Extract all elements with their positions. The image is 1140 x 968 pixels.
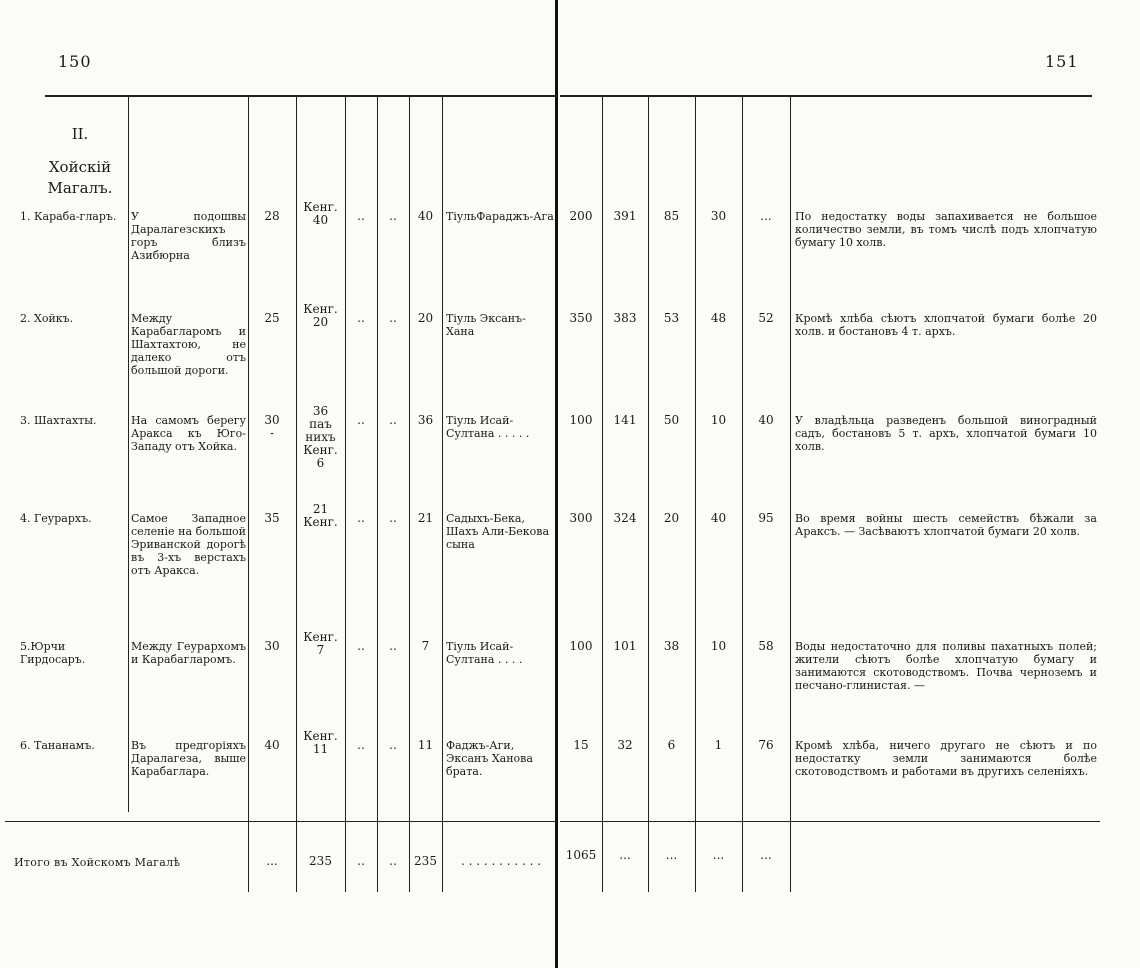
value-c1: 30 - [264, 413, 280, 440]
village-location: Между Геурархомъ и Карабагларомъ. [131, 640, 246, 666]
remark-text: У владѣльца разведенъ большой виноградный садъ, бостановъ 5 т. архъ, хлопчатой бумаги 10 холв. [795, 414, 1097, 453]
village-location: У подошвы Даралагезскихъ горъ близъ Азибюрна [131, 210, 246, 262]
value-c3: .. [357, 639, 365, 653]
total-r4: ... [712, 848, 725, 862]
value-c1: 30 [264, 639, 280, 653]
value-r4: 10 [710, 413, 727, 427]
remark-text: По недостатку воды запахивается не большое количество земли, въ томъ числѣ подъ хлопчатую бумагу 10 холв. [795, 210, 1097, 249]
value-r5: 52 [758, 311, 774, 325]
value-c2: Кенг. 7 [303, 630, 338, 657]
section-title-line1: Хойскій [48, 158, 112, 176]
value-r1: 200 [569, 209, 593, 223]
value-r5: ... [760, 209, 772, 223]
total-rule-left [5, 821, 555, 822]
section-title-line2: Магалъ. [47, 179, 113, 197]
total-r5: ... [760, 848, 772, 862]
owner-name: Тіуль Эксанъ-Хана [446, 312, 526, 338]
total-r2: ... [619, 848, 631, 862]
column-rule [790, 97, 791, 892]
village-location: Самое Западное селеніе на большой Эриванской дорогѣ въ 3-хъ верстахъ отъ Аракса. [131, 512, 246, 577]
owner-name: Фаджъ-Аги, Эксанъ Ханова брата. [446, 739, 533, 778]
value-c5: 11 [417, 738, 434, 752]
value-r4: 1 [714, 738, 723, 752]
book-gutter [555, 0, 558, 968]
value-r4: 10 [710, 639, 727, 653]
total-c5: 235 [414, 854, 437, 868]
village-name: 3. Шахтахты. [20, 414, 97, 427]
value-c5: 7 [421, 639, 430, 653]
value-r2: 101 [613, 639, 637, 653]
column-rule [442, 97, 443, 892]
total-owner: . . . . . . . . . . . [460, 854, 542, 868]
value-c1: 40 [264, 738, 280, 752]
value-r4: 48 [710, 311, 727, 325]
village-name: 6. Тананамъ. [20, 739, 95, 752]
value-r1: 300 [569, 511, 593, 525]
value-r2: 324 [613, 511, 637, 525]
value-c4: .. [389, 413, 397, 427]
value-c3: .. [357, 738, 365, 752]
remark-text: Во время войны шесть семействъ бѣжали за Араксъ. — Засѣваютъ хлопчатой бумаги 20 холв. [795, 512, 1097, 538]
value-c4: .. [389, 209, 397, 223]
value-c4: .. [389, 639, 397, 653]
value-r5: 76 [758, 738, 774, 752]
village-name: 5.Юрчи Гирдосаръ. [20, 640, 86, 666]
value-r1: 350 [569, 311, 593, 325]
value-r4: 40 [710, 511, 727, 525]
value-c5: 40 [417, 209, 434, 223]
village-location: Между Карабагларомъ и Шахтахтою, не далеко отъ большой дороги. [131, 312, 246, 377]
village-name: 4. Геурархъ. [20, 512, 92, 525]
total-r3: ... [665, 848, 678, 862]
value-c4: .. [389, 311, 397, 325]
value-c3: .. [357, 511, 365, 525]
value-r3: 53 [663, 311, 680, 325]
owner-name: Тіуль Исай-Султана . . . . . [446, 414, 530, 440]
value-r3: 20 [663, 511, 680, 525]
value-r2: 141 [613, 413, 637, 427]
value-r1: 15 [573, 738, 589, 752]
value-r3: 6 [667, 738, 676, 752]
value-c1: 25 [264, 311, 280, 325]
village-name: 1. Караба-гларъ. [20, 210, 117, 223]
value-c2: 21 Кенг. [303, 502, 338, 529]
left-page-number: 150 [58, 52, 92, 71]
value-c2: Кенг. 20 [303, 302, 338, 329]
value-r2: 32 [617, 738, 633, 752]
value-c5: 21 [417, 511, 434, 525]
column-rule [128, 97, 129, 812]
value-c4: .. [389, 738, 397, 752]
section-number: II. [71, 125, 89, 143]
value-r5: 95 [758, 511, 774, 525]
value-c1: 35 [264, 511, 280, 525]
value-r1: 100 [569, 639, 593, 653]
value-c3: .. [357, 311, 365, 325]
top-rule-left [45, 95, 555, 97]
value-r3: 38 [663, 639, 680, 653]
value-r2: 391 [613, 209, 637, 223]
total-r1: 1065 [565, 848, 597, 862]
right-page-number: 151 [1045, 52, 1079, 71]
value-c3: .. [357, 209, 365, 223]
value-c2: 36 паъ нихъ Кенг. 6 [303, 404, 338, 470]
remark-text: Кромѣ хлѣба сѣютъ хлопчатой бумаги болѣе 20 холв. и бостановъ 4 т. архъ. [795, 312, 1097, 338]
value-c1: 28 [264, 209, 280, 223]
value-c4: .. [389, 511, 397, 525]
value-r5: 58 [758, 639, 774, 653]
village-name: 2. Хойкъ. [20, 312, 74, 325]
village-location: Въ предгоріяхъ Даралагеза, выше Карабаглара. [131, 739, 246, 778]
total-c1: ... [266, 854, 278, 868]
village-location: На самомъ берегу Аракса къ Юго-Западу отъ Хойка. [131, 414, 246, 453]
value-c2: Кенг. 40 [303, 200, 338, 227]
value-r4: 30 [710, 209, 727, 223]
total-c4: .. [389, 854, 397, 868]
total-rule-right [560, 821, 1100, 822]
value-c3: .. [357, 413, 365, 427]
owner-name: Садыхъ-Бека, Шахъ Али-Бекова сына [446, 512, 550, 551]
total-label: Итого въ Хойскомъ Магалѣ [14, 856, 181, 869]
value-r3: 85 [663, 209, 680, 223]
value-c2: Кенг. 11 [303, 729, 338, 756]
value-r2: 383 [613, 311, 637, 325]
owner-name: Тіуль Исай-Султана . . . . [446, 640, 523, 666]
remark-text: Воды недостаточно для поливы пахатныхъ полей; жители сѣютъ болѣе хлопчатую бумагу и занимаются скотоводствомъ. Почва черноземъ и песчано-глинистая. — [795, 640, 1097, 692]
value-r3: 50 [663, 413, 680, 427]
value-c5: 20 [417, 311, 434, 325]
total-c3: .. [357, 854, 365, 868]
owner-name: ТіульФараджъ-Ага [446, 210, 554, 223]
remark-text: Кромѣ хлѣба, ничего другаго не сѣютъ и по недостатку земли занимаются болѣе скотоводствомъ и работами въ другихъ селеніяхъ. [795, 739, 1097, 778]
value-r5: 40 [758, 413, 774, 427]
total-c2: 235 [309, 854, 332, 868]
value-c5: 36 [417, 413, 434, 427]
value-r1: 100 [569, 413, 593, 427]
top-rule-right [560, 95, 1092, 97]
